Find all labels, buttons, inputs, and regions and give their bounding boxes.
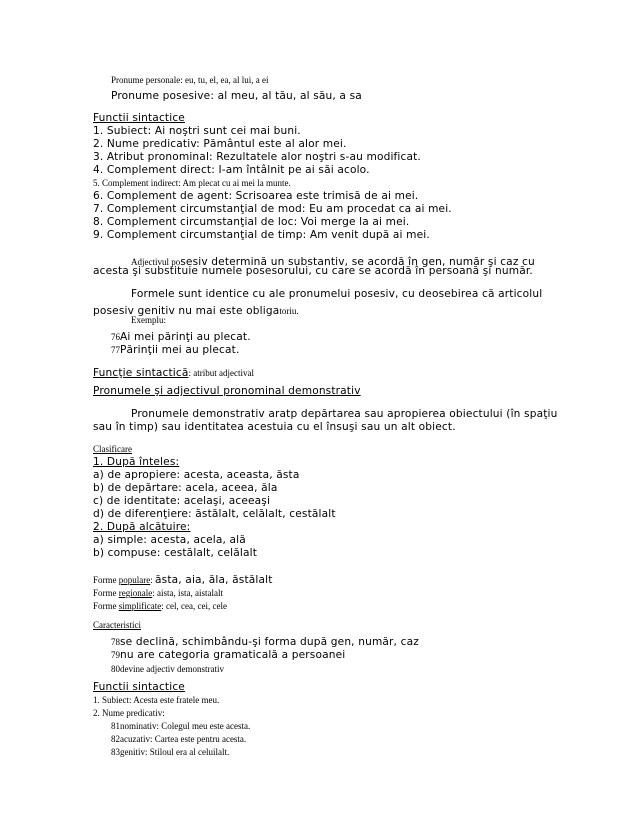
forms-sep: :	[150, 575, 156, 585]
forms-prefix: Forme	[93, 601, 119, 611]
syntactic-function-line	[93, 364, 254, 380]
forms-label: populare	[118, 575, 151, 585]
item-text: se declină, schimbându-şi forma după gen, număr, caz	[120, 636, 419, 648]
syntactic-functions-heading: Functii sintactice	[93, 112, 185, 124]
list-item: 6. Complement de agent: Scrisoarea este trimisă de ai mei.	[93, 190, 419, 202]
item-text: devine adjectiv demonstrativ	[120, 664, 224, 674]
item-number: 83	[111, 747, 120, 757]
list-item: 9. Complement circumstanţial de timp: Am venit după ai mei.	[93, 229, 430, 241]
forms-line	[93, 597, 227, 613]
sub-item	[111, 722, 250, 731]
sub-item	[111, 735, 246, 744]
forms-value: ăsta, aia, ăla, ăstălalt	[155, 574, 273, 586]
syntactic-functions-heading: Functii sintactice	[93, 681, 185, 693]
meaning-heading: 1. După înteles:	[93, 456, 180, 468]
list-item: 1. Subiect: Acesta este fratele meu.	[93, 695, 220, 705]
forms-paragraph-line	[93, 302, 299, 318]
forms-sep: :	[161, 601, 167, 611]
forms-prefix: Forme	[93, 588, 119, 598]
example-text: Părinţii mei au plecat.	[120, 344, 240, 356]
list-item: a) simple: acesta, acela, ală	[93, 534, 246, 546]
forms-paragraph-line: Formele sunt identice cu ale pronumelui posesiv, cu deosebirea că articolul	[131, 288, 543, 300]
characteristic-item	[111, 660, 224, 676]
example-text: Ai mei părinţi au plecat.	[120, 331, 251, 343]
item-number: 78	[111, 637, 120, 647]
demonstrative-paragraph-line: sau în timp) sau identitatea acestuia cu el însuşi sau un alt obiect.	[93, 421, 456, 433]
list-item: c) de identitate: acelaşi, aceeaşi	[93, 495, 271, 507]
item-number: 80	[111, 664, 120, 674]
possessive-pronouns-line: Pronume posesive: al meu, al tău, al său, a sa	[111, 90, 362, 102]
characteristics-label: Caracteristici	[93, 620, 141, 630]
example-label: Exemplu:	[131, 315, 166, 325]
item-number: 79	[111, 650, 120, 660]
syntactic-function-label: Funcţie sintactică	[93, 367, 189, 379]
personal-pronouns-line: Pronume personale: eu, tu, el, ea, al lui, a ei	[111, 75, 269, 85]
list-item: 2. Nume predicativ: Pământul este al alor mei.	[93, 138, 347, 150]
item-number: 82	[111, 734, 120, 744]
example-number: 76	[111, 332, 120, 342]
list-item: 4. Complement direct: I-am întâlnit pe ai săi acolo.	[93, 164, 370, 176]
composition-heading: 2. După alcătuire:	[93, 521, 191, 533]
example-number: 77	[111, 345, 120, 355]
forms-value: cel, cea, cei, cele	[166, 601, 227, 611]
forms-paragraph-tail: toriu.	[279, 306, 299, 316]
list-item: 1. Subiect: Ai noştri sunt cei mai buni.	[93, 125, 301, 137]
example-item	[111, 341, 240, 357]
list-item: 7. Complement circumstanţial de mod: Eu am procedat ca ai mei.	[93, 203, 452, 215]
demonstrative-paragraph-line: Pronumele demonstrativ aratp depărtarea sau apropierea obiectului (în spaţiu	[131, 408, 558, 420]
forms-label: simplificate	[118, 601, 162, 611]
list-item: b) compuse: cestălalt, celălalt	[93, 547, 257, 559]
list-item: 2. Nume predicativ:	[93, 708, 165, 718]
list-item: 8. Complement circumstanţial de loc: Voi merge la ai mei.	[93, 216, 410, 228]
forms-sep: :	[152, 588, 157, 598]
classification-label: Clasificare	[93, 444, 132, 454]
item-number: 81	[111, 721, 120, 731]
adjective-paragraph-start: Adjectivul po	[131, 257, 181, 267]
section-title: Pronumele şi adjectivul pronominal demonstrativ	[93, 385, 361, 397]
list-item: b) de depărtare: acela, aceea, ăla	[93, 482, 278, 494]
item-text: acuzativ: Cartea este pentru acesta.	[120, 734, 247, 744]
item-text: genitiv: Stiloul era al celuilalt.	[120, 747, 230, 757]
list-item: 5. Complement indirect: Am plecat cu ai mei la munte.	[93, 178, 291, 188]
forms-value: aista, ista, aistalalt	[157, 588, 223, 598]
item-text: nominativ: Colegul meu este acesta.	[120, 721, 251, 731]
item-text: nu are categoria gramaticală a persoanei	[120, 649, 346, 661]
adjective-paragraph-rest: sesiv determină un substantiv, se acordă în gen, număr şi caz cu	[180, 256, 535, 268]
forms-prefix: Forme	[93, 575, 119, 585]
sub-item	[111, 748, 229, 757]
adjective-paragraph-line: acesta şi substituie numele posesorului, cu care se acordă în persoană şi număr.	[93, 265, 533, 277]
list-item: d) de diferenţiere: ăstălalt, celălalt, cestălalt	[93, 508, 336, 520]
list-item: 3. Atribut pronominal: Rezultatele alor noştri s-au modificat.	[93, 151, 421, 163]
list-item: a) de apropiere: acesta, aceasta, ăsta	[93, 469, 300, 481]
forms-paragraph-text: posesiv genitiv nu mai este obliga	[93, 305, 280, 317]
syntactic-function-value: : atribut adjectival	[188, 368, 254, 378]
forms-label: regionale	[118, 588, 153, 598]
